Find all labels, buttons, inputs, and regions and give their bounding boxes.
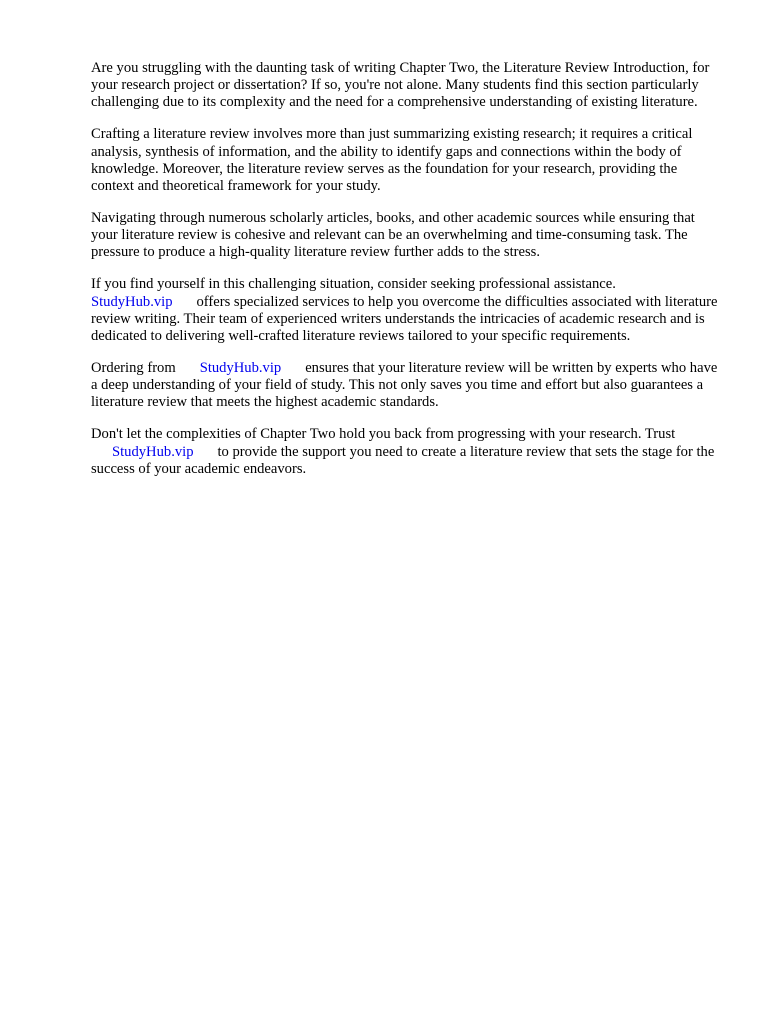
paragraph-crafting: Crafting a literature review involves more than just summarizing existing research; it requires a critical analysis, synthesis of information, and the ability to identify gaps and connections within the body of knowledge. Moreover, the literature review serves as the foundation for your research, providing the context and theoretical framework for your study. [91, 126, 693, 195]
paragraph-assistance-before: If you find yourself in this challenging situation, consider seeking professional assistance. [91, 276, 616, 293]
paragraph-intro: Are you struggling with the daunting task of writing Chapter Two, the Literature Review Introduction, for your research project or dissertation? If so, you're not alone. Many students find this section particularly challenging due to its complexity and the need for a comprehensive understanding of existing literature. [91, 60, 710, 111]
paragraph-trust-after: to provide the support you need to create a literature review that sets the stage for the success of your academic endeavors. [91, 443, 715, 477]
paragraph-assistance-after: offers specialized services to help you overcome the difficulties associated with literature review writing. Their team of experienced writers understands the intricacies of academic research and is dedicated to delivering well-crafted literature reviews tailored to your specific requirements. [91, 293, 718, 345]
paragraph-ordering-after: ensures that your literature review will be written by experts who have a deep understanding of your field of study. This not only saves you time and effort but also guarantees a literature review that meets the highest academic standards. [91, 360, 718, 411]
studyhub-link[interactable]: StudyHub.vip [199, 360, 282, 377]
paragraph-trust-before: Don't let the complexities of Chapter Two hold you back from progressing with your research. Trust [91, 426, 676, 443]
paragraph-trust [91, 426, 721, 478]
studyhub-link[interactable]: StudyHub.vip [112, 443, 194, 460]
paragraph-assistance [91, 276, 721, 345]
document-page [91, 60, 721, 493]
paragraph-navigating: Navigating through numerous scholarly articles, books, and other academic sources while ensuring that your literature review is cohesive and relevant can be an overwhelming and time-consuming task. The pressure to produce a high-quality literature review further adds to the stress. [91, 210, 695, 261]
paragraph-ordering [91, 360, 721, 412]
paragraph-ordering-before: Ordering from [91, 360, 176, 377]
studyhub-link[interactable]: StudyHub.vip [91, 293, 173, 310]
